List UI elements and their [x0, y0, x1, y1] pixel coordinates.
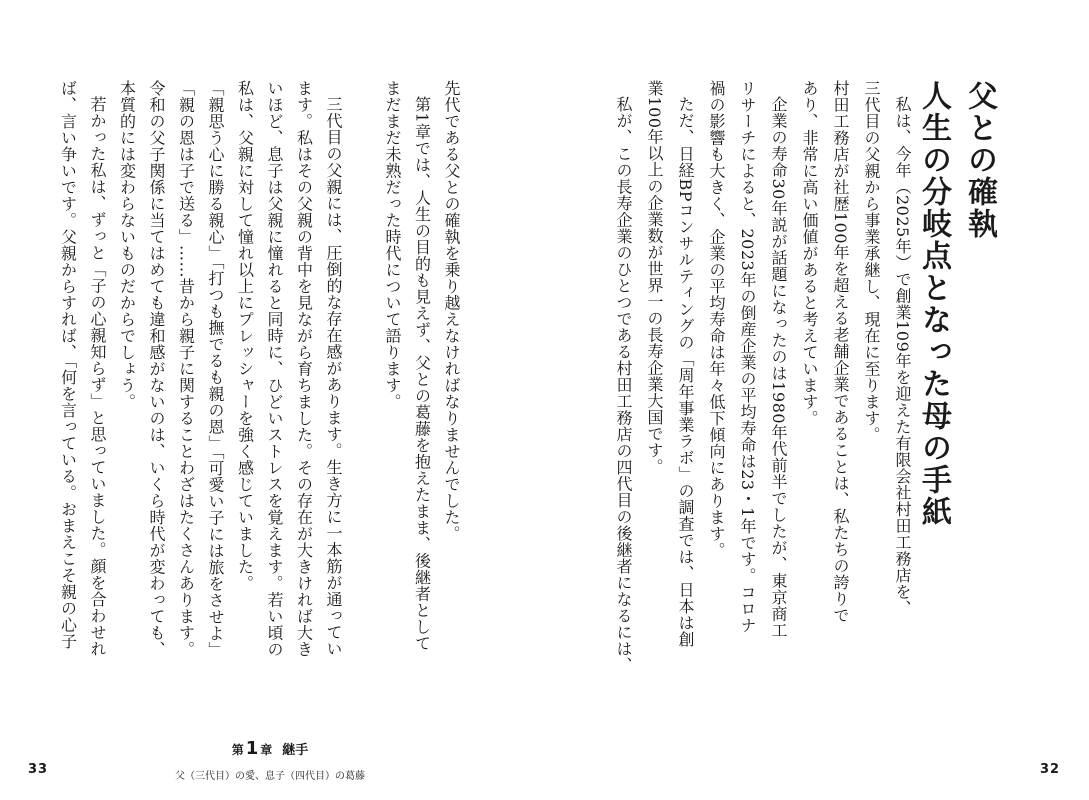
text-column: 三代目の父親には、圧倒的な存在感があります。生き方に一本筋が通ってい — [324, 96, 343, 657]
text-column: ただ、日経BPコンサルティングの「周年事業ラボ」の調査では、日本は創 — [676, 96, 695, 648]
text-column: いほど、息子は父親に憧れると同時に、ひどいストレスを覚えます。若い頃の — [265, 80, 284, 658]
text-column: 三代目の父親から事業承継し、現在に至ります。 — [862, 80, 881, 443]
text-column: 第1章では、人生の目的も見えず、父との葛藤を抱えたまま、後継者として — [412, 96, 432, 652]
text-column: 先代である父との確執を乗り越えなければなりませんでした。 — [442, 80, 461, 542]
chapter-number: 1 — [245, 738, 259, 759]
page-number-right: 32 — [1040, 762, 1061, 777]
chapter-title: 継手 — [282, 743, 309, 758]
chapter-label — [170, 738, 370, 759]
text-column: 令和の父子関係に当てはめても違和感がないのは、いくら時代が変わっても、 — [147, 80, 166, 658]
title-line: 父との確執 — [962, 80, 997, 240]
text-column: 企業の寿命30年説が話題になったのは1980年代前半でしたが、東京商工 — [769, 96, 788, 639]
running-footer — [170, 738, 370, 782]
text-column: 村田工務店が社歴100年を超える老舗企業であることは、私たちの誇りで — [831, 80, 850, 624]
chapter-prefix: 第 — [231, 743, 244, 757]
text-column: ます。私はその父親の背中を見ながら育ちました。その存在が大きければ大き — [294, 80, 314, 658]
text-column: 私が、この長寿企業のひとつである村田工務店の四代目の後継者になるには、 — [614, 96, 633, 674]
chapter-suffix: 章 — [260, 743, 273, 757]
chapter-subtitle: 父（三代目）の愛、息子（四代目）の葛藤 — [175, 771, 365, 782]
text-column: あり、非常に高い価値があると考えています。 — [800, 80, 819, 427]
text-column: 本質的には変わらないものだからでしょう。 — [117, 80, 137, 410]
text-column: 私は、今年（2025年）で創業109年を迎えた有限会社村田工務店を、 — [893, 96, 912, 617]
title-line: 人生の分岐点となった母の手紙 — [916, 80, 951, 528]
text-column: まだまだ未熟だった時代について語ります。 — [383, 80, 402, 410]
text-column: 禍の影響も大きく、企業の平均寿命は年々低下傾向にあります。 — [707, 80, 726, 559]
text-column: 「親の恩は子で送る」……昔から親子に関することわざはたくさんあります。 — [176, 80, 196, 658]
text-column: 若かった私は、ずっと「子の心親知らず」と思っていました。顔を合わせれ — [88, 96, 107, 657]
text-column: 「親思う心に勝る親心」「打つも撫でるも親の恩」「可愛い子には旅をさせよ」 — [206, 80, 225, 658]
text-column: 私は、父親に対して憧れ以上にプレッシャーを強く感じていました。 — [235, 80, 255, 592]
text-column: 業100年以上の企業数が世界一の長寿企業大国です。 — [645, 80, 664, 476]
page-number-left: 33 — [28, 762, 49, 777]
text-column: ば、言い争いです。父親からすれば、「何を言っている。おまえこそ親の心子 — [58, 80, 78, 650]
text-column: リサーチによると、2023年の倒産企業の平均寿命は23・1年です。コロナ — [738, 80, 757, 634]
